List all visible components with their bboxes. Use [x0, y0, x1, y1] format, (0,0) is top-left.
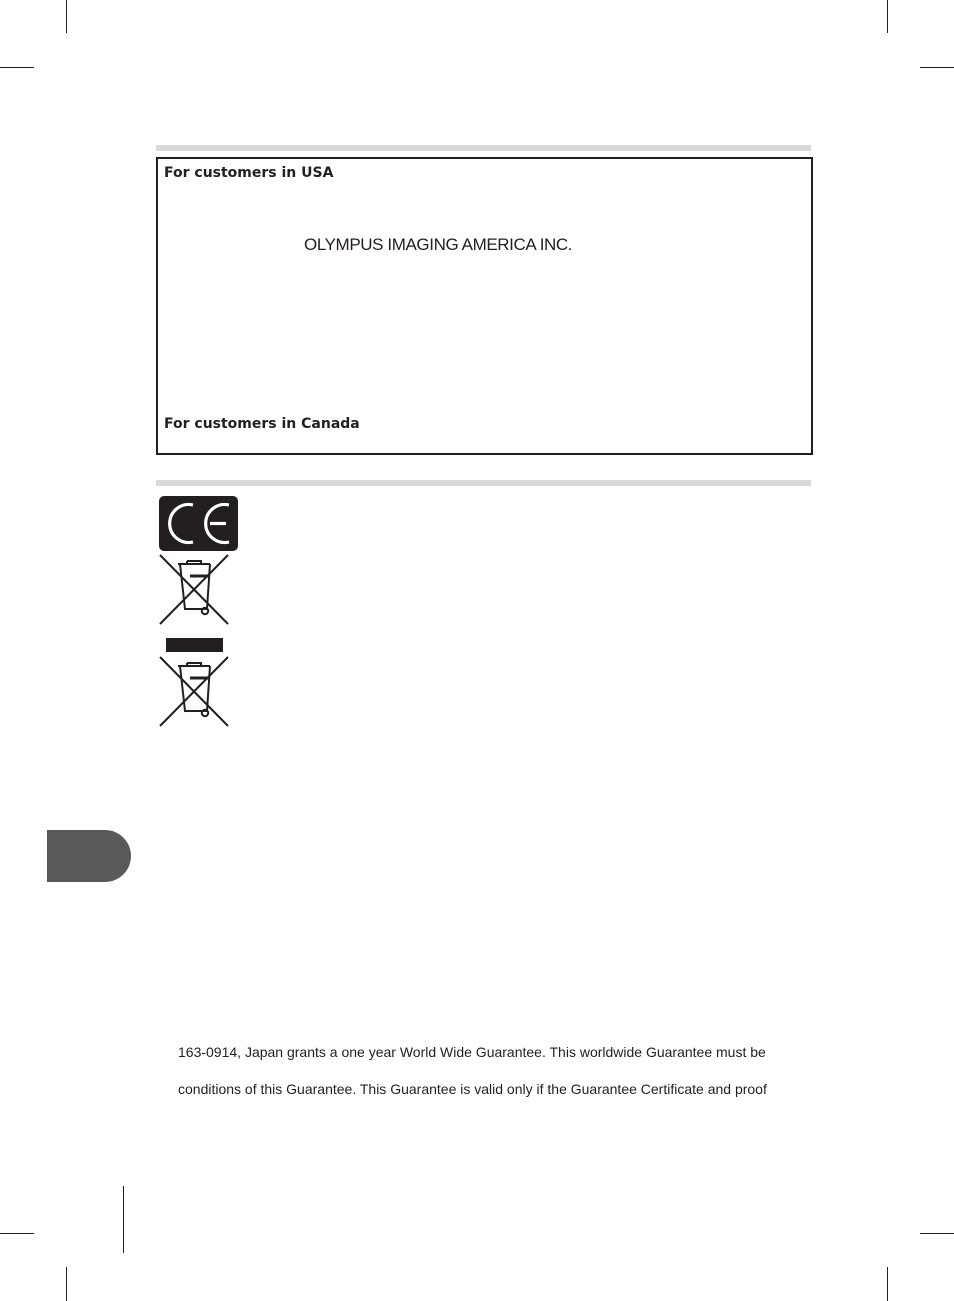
guarantee-line: 163-0914, Japan grants a one year World Wide Guarantee. This worldwide Guarantee must be: [178, 1044, 766, 1060]
crop-mark: [887, 1267, 888, 1301]
company-name: OLYMPUS IMAGING AMERICA INC.: [304, 235, 573, 254]
crop-mark: [66, 0, 67, 33]
crossed-bin-bar-icon: [157, 636, 231, 728]
section-rule: [156, 145, 811, 151]
crop-mark: [0, 67, 34, 68]
ce-mark-icon: [159, 496, 238, 551]
customer-info-box: [156, 157, 813, 455]
chapter-tab: [47, 830, 131, 882]
section-rule: [156, 480, 811, 486]
canada-heading: For customers in Canada: [164, 416, 360, 432]
crop-mark: [920, 1233, 954, 1234]
crop-mark: [66, 1267, 67, 1301]
crop-mark: [887, 0, 888, 33]
crop-mark: [920, 67, 954, 68]
guarantee-line: conditions of this Guarantee. This Guarantee is valid only if the Guarantee Certificate and proof: [178, 1081, 767, 1097]
usa-heading: For customers in USA: [164, 165, 334, 181]
crop-mark: [0, 1233, 34, 1234]
crop-mark: [123, 1186, 124, 1253]
crossed-bin-icon: [157, 553, 231, 626]
